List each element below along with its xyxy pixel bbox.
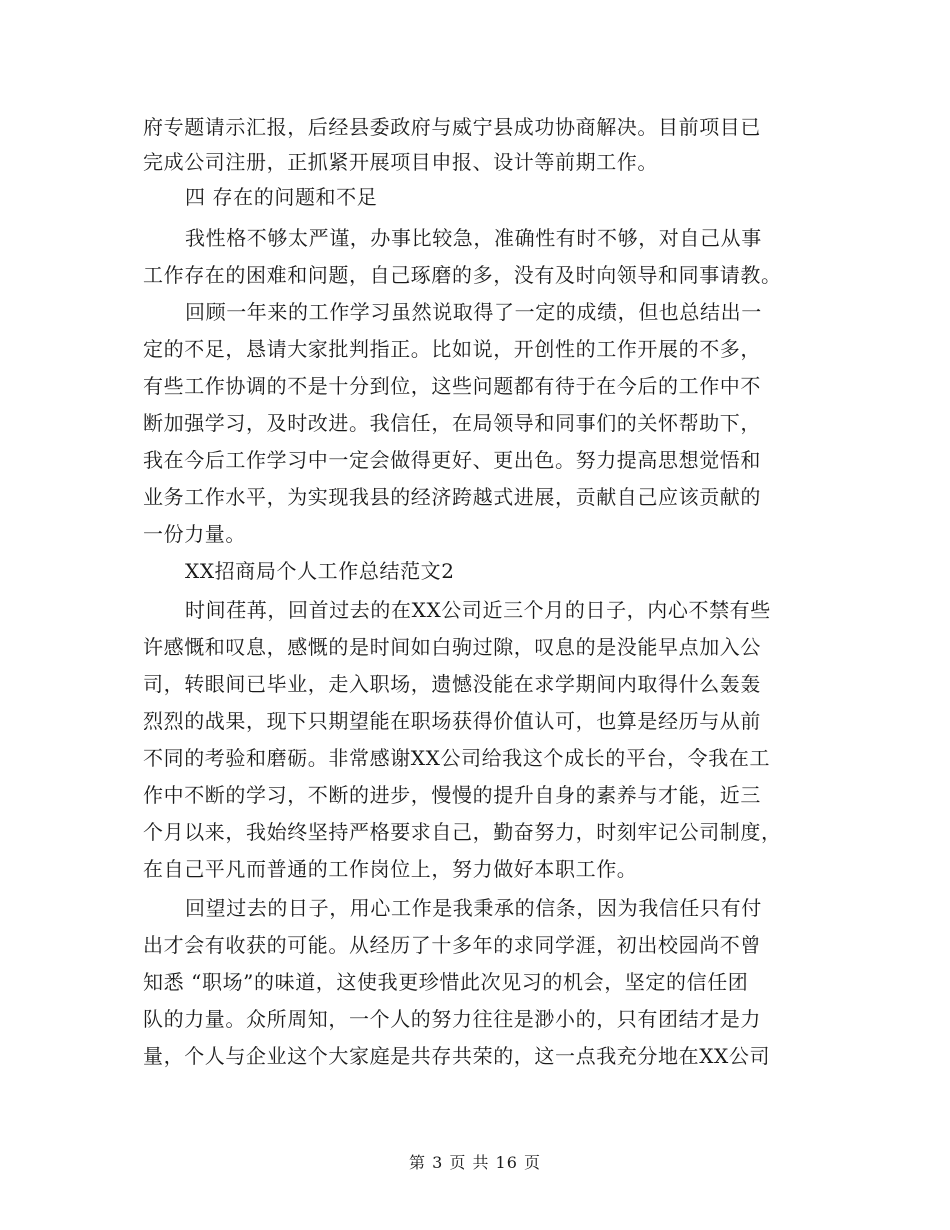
text-line: 我在今后工作学习中一定会做得更好、更出色。努力提高思想觉悟和 [143, 448, 761, 472]
text-line: 出才会有收获的可能。从经历了十多年的求同学涯，初出校园尚不曾 [143, 933, 761, 957]
text-line: 不同的考验和磨砺。非常感谢XX公司给我这个成长的平台，令我在工 [143, 746, 771, 770]
text-line: 完成公司注册，正抓紧开展项目申报、设计等前期工作。 [143, 150, 658, 174]
text-line: 作中不断的学习，不断的进步，慢慢的提升自身的素养与才能，近三 [143, 783, 761, 807]
section-heading: 四 存在的问题和不足 [185, 185, 378, 209]
text-line: 回顾一年来的工作学习虽然说取得了一定的成绩，但也总结出一 [185, 300, 762, 324]
section-heading: XX招商局个人工作总结范文2 [185, 559, 455, 583]
text-line: 量，个人与企业这个大家庭是共存共荣的，这一点我充分地在XX公司 [143, 1044, 771, 1068]
text-line: 司，转眼间已毕业，走入职场，遗憾没能在求学期间内取得什么轰轰 [143, 672, 761, 696]
text-line: 在自己平凡而普通的工作岗位上，努力做好本职工作。 [143, 857, 638, 881]
text-line: 定的不足，恳请大家批判指正。比如说，开创性的工作开展的不多， [143, 337, 761, 361]
text-line: 有些工作协调的不是十分到位，这些问题都有待于在今后的工作中不 [143, 374, 761, 398]
text-line: 府专题请示汇报，后经县委政府与威宁县成功协商解决。目前项目已 [143, 115, 761, 139]
text-line: 烈烈的战果，现下只期望能在职场获得价值认可，也算是经历与从前 [143, 709, 761, 733]
text-line: 时间荏苒，回首过去的在XX公司近三个月的日子，内心不禁有些 [185, 598, 771, 622]
text-line: 许感慨和叹息，感慨的是时间如白驹过隙，叹息的是没能早点加入公 [143, 635, 761, 659]
text-line: 知悉 “职场”的味道，这使我更珍惜此次见习的机会，坚定的信任团 [143, 970, 749, 994]
text-line: 断加强学习，及时改进。我信任，在局领导和同事们的关怀帮助下， [143, 411, 761, 435]
page-number-footer: 第 3 页 共 16 页 [409, 1153, 541, 1172]
text-line: 队的力量。众所周知，一个人的努力往往是渺小的，只有团结才是力 [143, 1007, 761, 1031]
text-line: 我性格不够太严谨，办事比较急，准确性有时不够，对自己从事 [185, 226, 762, 250]
text-line: 回望过去的日子，用心工作是我秉承的信条，因为我信任只有付 [185, 896, 762, 920]
text-line: 一份力量。 [143, 522, 246, 546]
text-line: 个月以来，我始终坚持严格要求自己，勤奋努力，时刻牢记公司制度， [143, 820, 782, 844]
text-line: 业务工作水平，为实现我县的经济跨越式进展，贡献自己应该贡献的 [143, 485, 761, 509]
text-line: 工作存在的困难和问题，自己琢磨的多，没有及时向领导和同事请教。 [143, 263, 782, 287]
